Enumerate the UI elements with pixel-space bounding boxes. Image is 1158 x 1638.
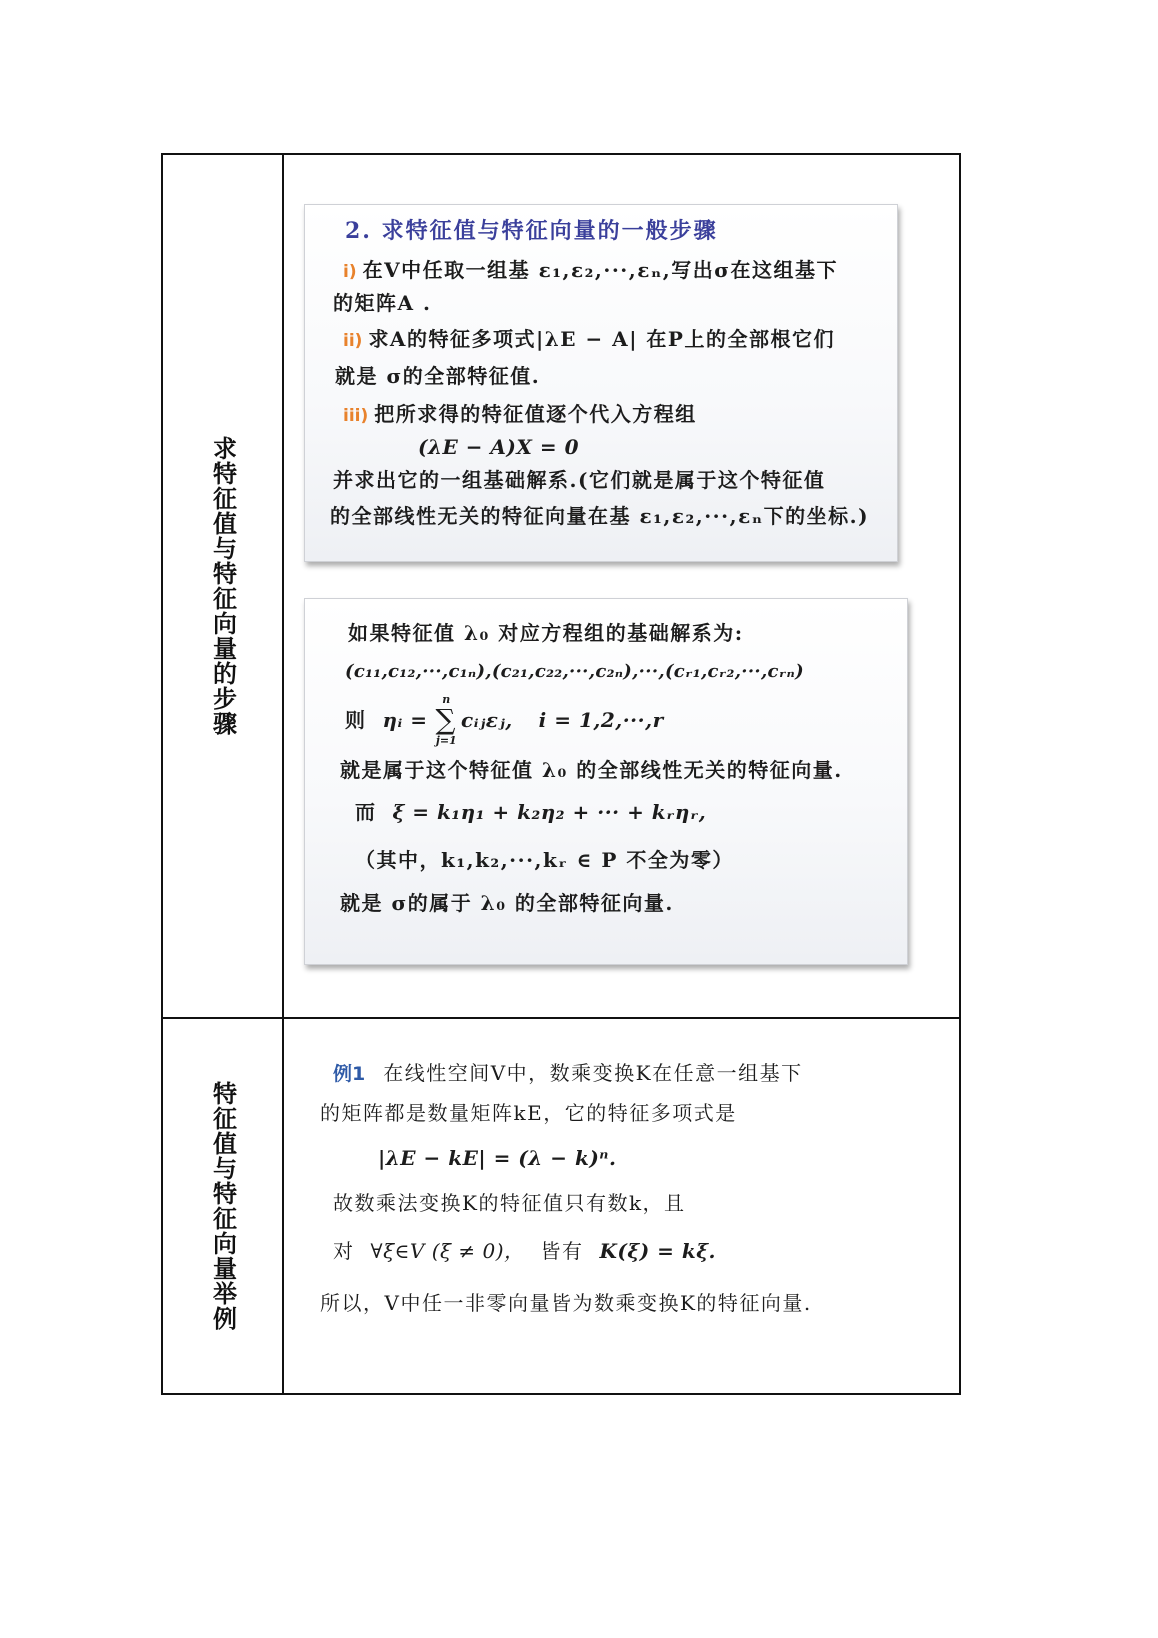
xi-combination [355, 800, 706, 824]
example-label: 例1 [333, 1063, 366, 1085]
example-for-all-line [333, 1239, 716, 1263]
row2-label: 特征值与特征向量举例 [208, 1081, 237, 1331]
step-ii-marker: ii) [343, 331, 363, 351]
row1-label: 求特征值与特征向量的步骤 [208, 436, 237, 736]
example-conclusion: 所以，V中任一非零向量皆为数乘变换K的特征向量. [320, 1291, 812, 1315]
row1-label-cell [163, 155, 282, 1017]
step-iii-text: 把所求得的特征值逐个代入方程组 [374, 402, 697, 426]
eta-rhs: cᵢⱼεⱼ, [461, 708, 513, 732]
step-ii [343, 327, 835, 353]
step-i-marker: i) [343, 262, 357, 282]
step-iii [343, 402, 697, 428]
coefficient-condition: （其中，k₁,k₂,···,kᵣ ∈ P 不全为零） [355, 848, 734, 872]
sum-upper-limit: n [442, 693, 451, 706]
for-all-result: K(ξ) = kξ. [599, 1239, 717, 1263]
for-all-verb: 皆有 [540, 1239, 584, 1263]
row2-label-cell [163, 1019, 282, 1393]
column-divider [282, 155, 284, 1393]
example-intro [333, 1061, 803, 1086]
example-matrix-line: 的矩阵都是数量矩阵kE，它的特征多项式是 [320, 1101, 737, 1125]
xi-expression: ξ = k₁η₁ + k₂η₂ + ··· + kᵣηᵣ, [392, 800, 707, 824]
xi-prefix: 而 [355, 800, 377, 824]
example-intro-text: 在线性空间V中，数乘变换K在任意一组基下 [383, 1061, 803, 1085]
basis-solutions: (c₁₁,c₁₂,···,c₁ₙ),(c₂₁,c₂₂,···,c₂ₙ),···,(cᵣ₁,cᵣ₂,···,cᵣₙ) [345, 661, 804, 682]
eta-prefix: 则 [345, 708, 367, 732]
eta-lhs: ηᵢ = [382, 708, 428, 732]
step-ii-text: 求A的特征多项式|λE − A| 在P上的全部根它们 [368, 327, 835, 351]
steps-slide-title: 2. 求特征值与特征向量的一般步骤 [345, 218, 718, 244]
eta-range: i = 1,2,···,r [538, 708, 664, 732]
row-divider [163, 1017, 959, 1019]
sum-symbol: ∑ [435, 703, 458, 736]
independent-eigenvectors-line: 就是属于这个特征值 λ₀ 的全部线性无关的特征向量. [340, 758, 843, 782]
basis-solution-intro: 如果特征值 λ₀ 对应方程组的基础解系为: [348, 621, 744, 645]
example-characteristic-polynomial: |λE − kE| = (λ − k)ⁿ. [378, 1146, 617, 1170]
all-eigenvectors-conclusion: 就是 σ的属于 λ₀ 的全部特征向量. [340, 891, 674, 915]
for-all-prefix: 对 [333, 1239, 355, 1263]
step-i-text: 在V中任取一组基 ε₁,ε₂,···,εₙ,写出σ在这组基下 [362, 258, 838, 282]
step-i-continuation: 的矩阵A . [333, 291, 432, 315]
step-iii-equation: (λE − A)X = 0 [418, 435, 580, 459]
example-eigenvalue-line: 故数乘法变换K的特征值只有数k，且 [333, 1191, 686, 1215]
summation [436, 694, 458, 746]
for-all-condition: ∀ξ∈V (ξ ≠ 0)， [370, 1239, 525, 1263]
step-i [343, 258, 838, 284]
sum-lower-limit: j=1 [435, 734, 457, 747]
step-ii-continuation: 就是 σ的全部特征值. [335, 364, 541, 388]
eta-formula [345, 694, 664, 746]
step-iii-continuation-1: 并求出它的一组基础解系.(它们就是属于这个特征值 [333, 468, 826, 492]
step-iii-marker: iii) [343, 406, 369, 426]
step-iii-continuation-2: 的全部线性无关的特征向量在基 ε₁,ε₂,···,εₙ下的坐标.) [330, 504, 870, 528]
